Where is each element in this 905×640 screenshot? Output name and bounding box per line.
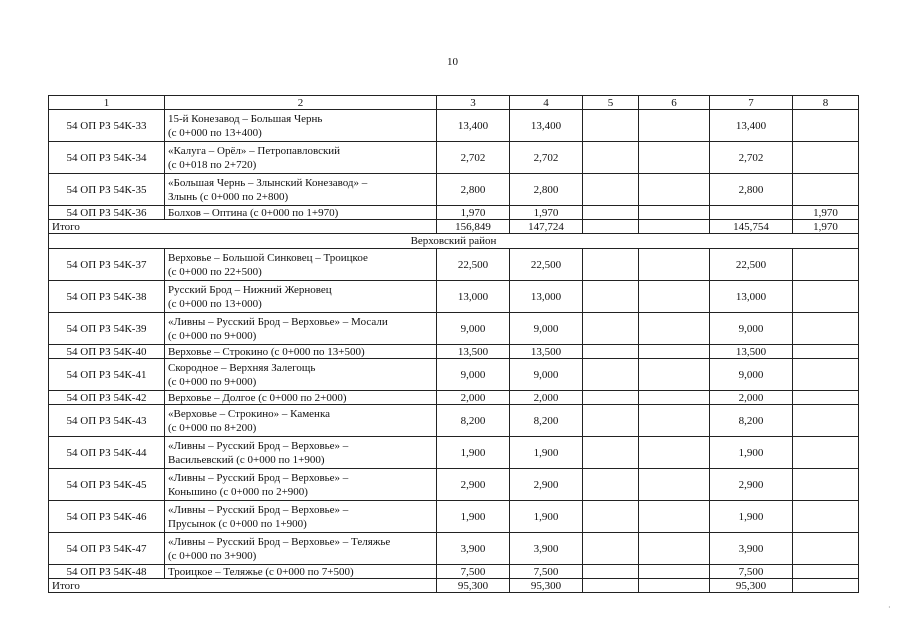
- scan-mark: ·: [888, 603, 891, 612]
- value-cell: 2,702: [510, 142, 583, 174]
- header-cell: 3: [437, 96, 510, 110]
- road-name-line: Верховье – Долгое (с 0+000 по 2+000): [168, 391, 347, 404]
- road-id-cell: 54 ОП РЗ 54К-46: [49, 501, 165, 533]
- table-row: [49, 206, 859, 220]
- value-cell: [583, 359, 639, 391]
- value-cell: [793, 345, 859, 359]
- value-cell: [639, 249, 710, 281]
- value-cell: 2,800: [510, 174, 583, 206]
- total-label: Итого: [49, 220, 437, 234]
- total-value-cell: 95,300: [510, 579, 583, 593]
- table-row: [49, 281, 859, 313]
- table-row: [49, 345, 859, 359]
- value-cell: [583, 469, 639, 501]
- road-name-cell: [165, 174, 437, 206]
- road-id-cell: 54 ОП РЗ 54К-41: [49, 359, 165, 391]
- value-cell: 2,800: [710, 174, 793, 206]
- value-cell: 22,500: [710, 249, 793, 281]
- table-row: [49, 405, 859, 437]
- header-cell: 6: [639, 96, 710, 110]
- value-cell: 2,900: [510, 469, 583, 501]
- total-value-cell: 95,300: [710, 579, 793, 593]
- value-cell: 1,900: [710, 501, 793, 533]
- value-cell: [583, 533, 639, 565]
- value-cell: [639, 501, 710, 533]
- value-cell: [583, 391, 639, 405]
- district-heading: Верховский район: [49, 234, 859, 249]
- value-cell: [793, 391, 859, 405]
- road-name-line: (с 0+018 по 2+720): [168, 158, 257, 171]
- road-name-line: Скородное – Верхняя Залегощь: [168, 361, 316, 374]
- value-cell: [583, 405, 639, 437]
- value-cell: [639, 405, 710, 437]
- table-row: [49, 359, 859, 391]
- value-cell: [583, 142, 639, 174]
- value-cell: [583, 565, 639, 579]
- road-name-cell: [165, 469, 437, 501]
- total-value-cell: [639, 220, 710, 234]
- value-cell: 13,000: [510, 281, 583, 313]
- total-value-cell: [583, 579, 639, 593]
- table-body: [49, 96, 859, 593]
- value-cell: [793, 142, 859, 174]
- header-cell: 1: [49, 96, 165, 110]
- value-cell: [793, 174, 859, 206]
- header-cell: 5: [583, 96, 639, 110]
- value-cell: 9,000: [710, 359, 793, 391]
- road-id-cell: 54 ОП РЗ 54К-35: [49, 174, 165, 206]
- value-cell: [793, 533, 859, 565]
- road-id-cell: 54 ОП РЗ 54К-48: [49, 565, 165, 579]
- road-name-line: «Ливны – Русский Брод – Верховье» –: [168, 439, 349, 452]
- road-name-line: (с 0+000 по 13+400): [168, 126, 262, 139]
- value-cell: [583, 345, 639, 359]
- value-cell: [639, 174, 710, 206]
- value-cell: 2,000: [437, 391, 510, 405]
- value-cell: [639, 391, 710, 405]
- table-row: [49, 533, 859, 565]
- road-id-cell: 54 ОП РЗ 54К-33: [49, 110, 165, 142]
- road-id-cell: 54 ОП РЗ 54К-37: [49, 249, 165, 281]
- value-cell: 13,400: [710, 110, 793, 142]
- road-name-line: 15-й Конезавод – Большая Чернь: [168, 112, 323, 125]
- road-name-line: (с 0+000 по 13+000): [168, 297, 262, 310]
- road-id-cell: 54 ОП РЗ 54К-39: [49, 313, 165, 345]
- road-name-line: (с 0+000 по 8+200): [168, 421, 257, 434]
- road-name-line: «Ливны – Русский Брод – Верховье» – Теляжье: [168, 535, 391, 548]
- value-cell: 8,200: [710, 405, 793, 437]
- value-cell: 2,000: [510, 391, 583, 405]
- value-cell: [639, 345, 710, 359]
- table-row: [49, 469, 859, 501]
- table-row: [49, 142, 859, 174]
- total-value-cell: [583, 220, 639, 234]
- road-name-cell: [165, 533, 437, 565]
- road-name-cell: [165, 345, 437, 359]
- road-id-cell: 54 ОП РЗ 54К-47: [49, 533, 165, 565]
- road-name-cell: [165, 565, 437, 579]
- district-row: [49, 234, 859, 249]
- table-row: [49, 110, 859, 142]
- road-name-line: Злынь (с 0+000 по 2+800): [168, 190, 289, 203]
- road-name-line: (с 0+000 по 9+000): [168, 329, 257, 342]
- road-name-line: «Ливны – Русский Брод – Верховье» –: [168, 471, 349, 484]
- value-cell: 3,900: [710, 533, 793, 565]
- value-cell: 13,000: [710, 281, 793, 313]
- value-cell: [583, 206, 639, 220]
- road-name-line: Болхов – Оптина (с 0+000 по 1+970): [168, 206, 339, 219]
- value-cell: 2,702: [710, 142, 793, 174]
- value-cell: [639, 281, 710, 313]
- value-cell: 3,900: [437, 533, 510, 565]
- header-cell: 4: [510, 96, 583, 110]
- value-cell: [710, 206, 793, 220]
- value-cell: 9,000: [437, 359, 510, 391]
- value-cell: [639, 206, 710, 220]
- value-cell: [639, 565, 710, 579]
- value-cell: 9,000: [710, 313, 793, 345]
- value-cell: [583, 437, 639, 469]
- value-cell: [793, 249, 859, 281]
- road-name-line: Васильевский (с 0+000 по 1+900): [168, 453, 325, 466]
- value-cell: 13,500: [510, 345, 583, 359]
- road-id-cell: 54 ОП РЗ 54К-34: [49, 142, 165, 174]
- road-name-cell: [165, 281, 437, 313]
- road-name-cell: [165, 206, 437, 220]
- table-row: [49, 391, 859, 405]
- page-number: 10: [447, 56, 458, 68]
- road-name-line: Верховье – Строкино (с 0+000 по 13+500): [168, 345, 365, 358]
- value-cell: 13,400: [510, 110, 583, 142]
- road-name-cell: [165, 437, 437, 469]
- road-name-line: «Калуга – Орёл» – Петропавловский: [168, 144, 341, 157]
- value-cell: 1,970: [793, 206, 859, 220]
- total-value-cell: 156,849: [437, 220, 510, 234]
- value-cell: 13,000: [437, 281, 510, 313]
- table-row: [49, 437, 859, 469]
- value-cell: [583, 249, 639, 281]
- road-name-cell: [165, 391, 437, 405]
- value-cell: [793, 313, 859, 345]
- table-row: [49, 313, 859, 345]
- road-name-line: «Верховье – Строкино» – Каменка: [168, 407, 331, 420]
- value-cell: [583, 313, 639, 345]
- value-cell: 1,900: [437, 501, 510, 533]
- road-id-cell: 54 ОП РЗ 54К-42: [49, 391, 165, 405]
- value-cell: [639, 437, 710, 469]
- road-name-line: Коньшино (с 0+000 по 2+900): [168, 485, 308, 498]
- road-name-cell: [165, 249, 437, 281]
- road-name-line: (с 0+000 по 3+900): [168, 549, 257, 562]
- value-cell: 13,500: [437, 345, 510, 359]
- value-cell: 1,970: [510, 206, 583, 220]
- road-name-cell: [165, 501, 437, 533]
- value-cell: 7,500: [437, 565, 510, 579]
- value-cell: 8,200: [510, 405, 583, 437]
- header-cell: 7: [710, 96, 793, 110]
- value-cell: 2,000: [710, 391, 793, 405]
- value-cell: [793, 437, 859, 469]
- table-row: [49, 501, 859, 533]
- road-id-cell: 54 ОП РЗ 54К-44: [49, 437, 165, 469]
- header-cell: 8: [793, 96, 859, 110]
- value-cell: [583, 281, 639, 313]
- value-cell: 13,500: [710, 345, 793, 359]
- value-cell: 22,500: [437, 249, 510, 281]
- value-cell: [639, 469, 710, 501]
- value-cell: 7,500: [510, 565, 583, 579]
- table-header-row: [49, 96, 859, 110]
- value-cell: [639, 110, 710, 142]
- total-value-cell: [639, 579, 710, 593]
- road-name-cell: [165, 142, 437, 174]
- header-cell: 2: [165, 96, 437, 110]
- road-id-cell: 54 ОП РЗ 54К-43: [49, 405, 165, 437]
- value-cell: 3,900: [510, 533, 583, 565]
- value-cell: 1,900: [510, 437, 583, 469]
- value-cell: [793, 469, 859, 501]
- total-value-cell: 147,724: [510, 220, 583, 234]
- total-value-cell: 145,754: [710, 220, 793, 234]
- value-cell: [793, 405, 859, 437]
- road-registry-table: [48, 95, 859, 593]
- value-cell: [639, 533, 710, 565]
- value-cell: 1,900: [710, 437, 793, 469]
- value-cell: 2,800: [437, 174, 510, 206]
- road-id-cell: 54 ОП РЗ 54К-45: [49, 469, 165, 501]
- road-name-cell: [165, 110, 437, 142]
- road-name-line: «Ливны – Русский Брод – Верховье» – Мосали: [168, 315, 388, 328]
- value-cell: [793, 359, 859, 391]
- road-name-cell: [165, 359, 437, 391]
- value-cell: 13,400: [437, 110, 510, 142]
- value-cell: [639, 142, 710, 174]
- value-cell: [583, 174, 639, 206]
- value-cell: [639, 313, 710, 345]
- road-name-cell: [165, 313, 437, 345]
- road-name-line: «Ливны – Русский Брод – Верховье» –: [168, 503, 349, 516]
- value-cell: [583, 501, 639, 533]
- value-cell: [639, 359, 710, 391]
- value-cell: [793, 281, 859, 313]
- value-cell: [793, 501, 859, 533]
- table-row: [49, 565, 859, 579]
- road-name-line: Троицкое – Теляжье (с 0+000 по 7+500): [168, 565, 354, 578]
- total-label: Итого: [49, 579, 437, 593]
- road-id-cell: 54 ОП РЗ 54К-38: [49, 281, 165, 313]
- value-cell: [793, 110, 859, 142]
- road-name-line: Русский Брод – Нижний Жерновец: [168, 283, 332, 296]
- road-name-line: «Большая Чернь – Злынский Конезавод» –: [168, 176, 368, 189]
- road-id-cell: 54 ОП РЗ 54К-40: [49, 345, 165, 359]
- value-cell: 9,000: [437, 313, 510, 345]
- road-id-cell: 54 ОП РЗ 54К-36: [49, 206, 165, 220]
- total-value-cell: 95,300: [437, 579, 510, 593]
- value-cell: 9,000: [510, 359, 583, 391]
- total-row: [49, 579, 859, 593]
- value-cell: 8,200: [437, 405, 510, 437]
- value-cell: 2,900: [710, 469, 793, 501]
- road-name-line: Верховье – Большой Синковец – Троицкое: [168, 251, 368, 264]
- value-cell: 1,900: [510, 501, 583, 533]
- total-row: [49, 220, 859, 234]
- value-cell: 9,000: [510, 313, 583, 345]
- value-cell: [793, 565, 859, 579]
- value-cell: 22,500: [510, 249, 583, 281]
- value-cell: 2,900: [437, 469, 510, 501]
- table-row: [49, 249, 859, 281]
- value-cell: [583, 110, 639, 142]
- total-value-cell: [793, 579, 859, 593]
- value-cell: 1,970: [437, 206, 510, 220]
- value-cell: 2,702: [437, 142, 510, 174]
- table-row: [49, 174, 859, 206]
- total-value-cell: 1,970: [793, 220, 859, 234]
- road-name-line: (с 0+000 по 22+500): [168, 265, 262, 278]
- road-name-line: (с 0+000 по 9+000): [168, 375, 257, 388]
- road-name-line: Прусынок (с 0+000 по 1+900): [168, 517, 307, 530]
- value-cell: 1,900: [437, 437, 510, 469]
- value-cell: 7,500: [710, 565, 793, 579]
- road-name-cell: [165, 405, 437, 437]
